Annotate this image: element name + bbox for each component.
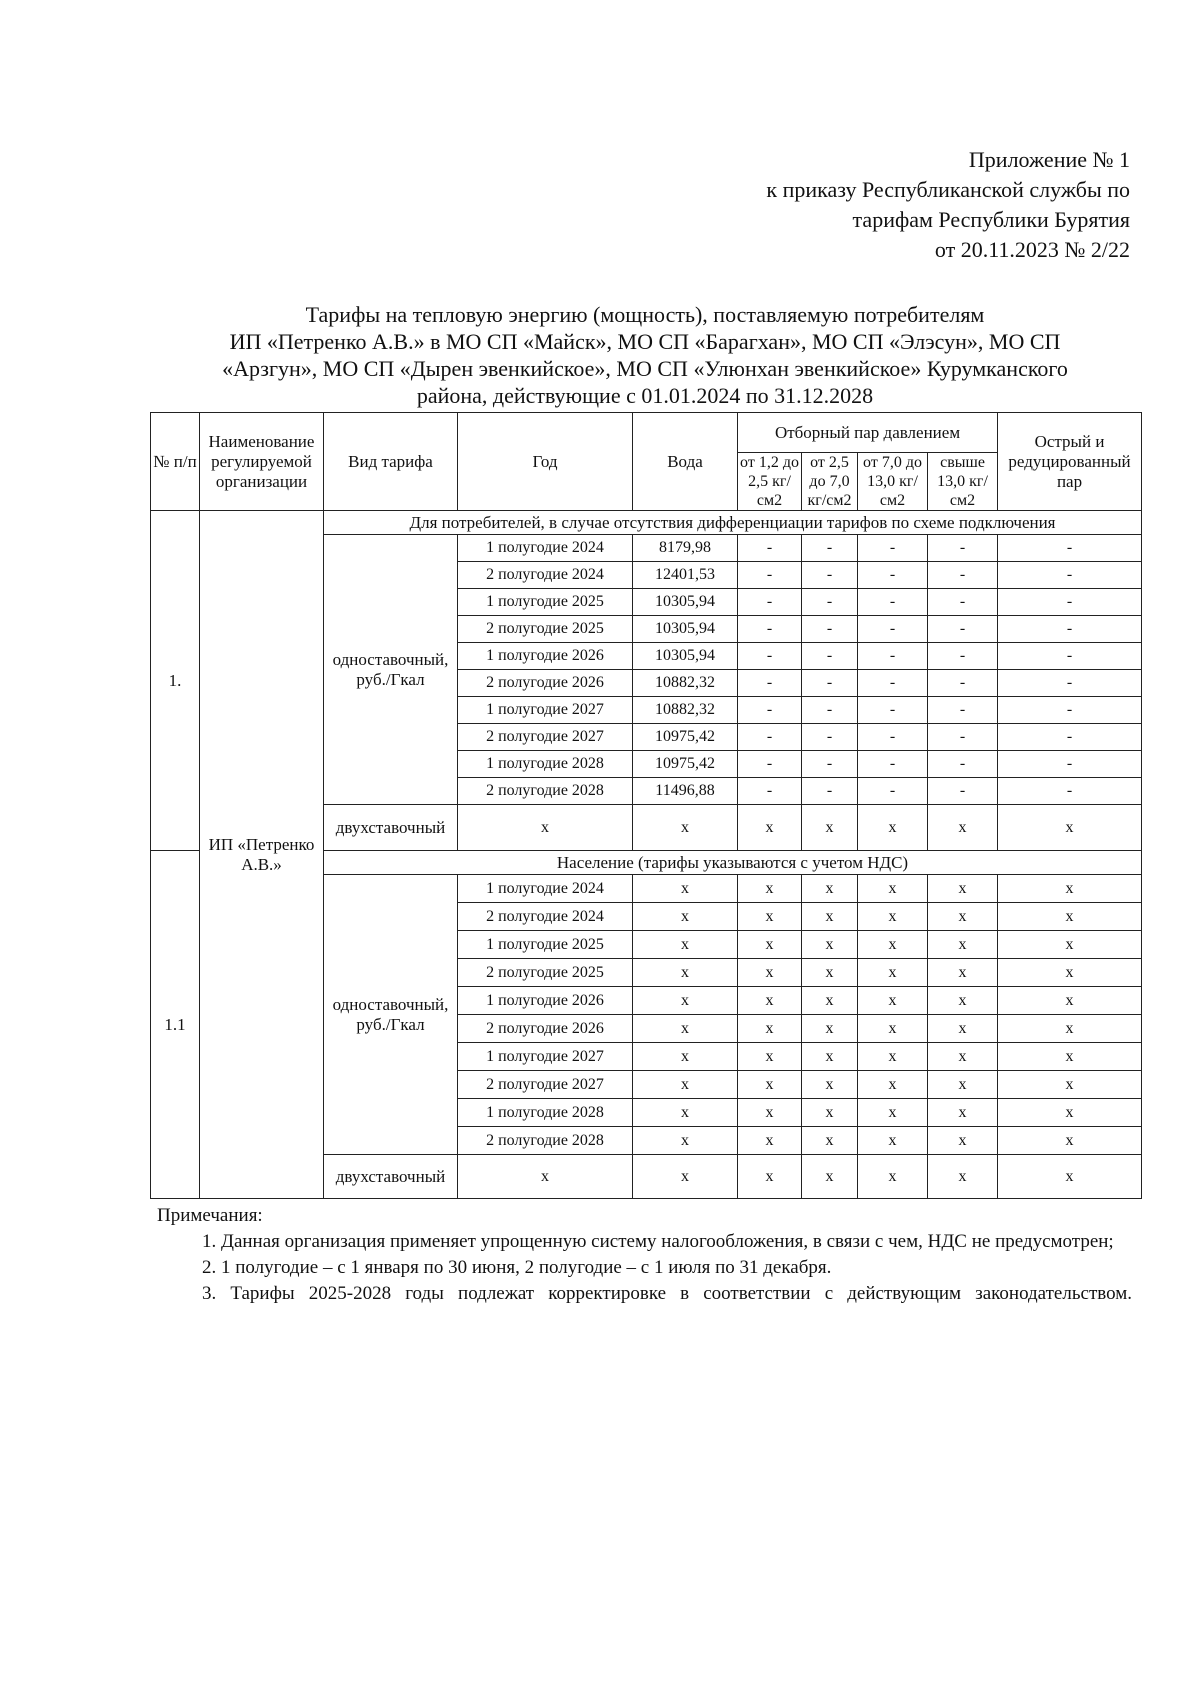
value-cell-p4: x [928, 875, 998, 903]
value-cell-water: x [633, 903, 738, 931]
header-row [151, 413, 1142, 453]
tariff-table-body [151, 413, 1142, 1199]
period-cell: 2 полугодие 2024 [458, 562, 633, 589]
value-cell-p3: x [858, 1155, 928, 1199]
value-cell-p3: - [858, 643, 928, 670]
value-cell-p3: x [858, 805, 928, 851]
value-cell-p3: - [858, 670, 928, 697]
title-line: «Арзгун», МО СП «Дырен эвенкийское», МО СП «Улюнхан эвенкийское» Курумканского [222, 356, 1068, 381]
value-cell-water: x [633, 1015, 738, 1043]
section-number: 1.1 [151, 851, 200, 1199]
value-cell-p2: x [802, 987, 858, 1015]
value-cell-water: x [633, 931, 738, 959]
value-cell-p1: x [738, 875, 802, 903]
value-cell-p1: x [738, 1015, 802, 1043]
value-cell-sharp: x [998, 1071, 1142, 1099]
value-cell-p4: x [928, 1127, 998, 1155]
period-cell: 2 полугодие 2027 [458, 724, 633, 751]
value-cell-water: 11496,88 [633, 778, 738, 805]
period-cell: 2 полугодие 2025 [458, 616, 633, 643]
value-cell-water: 10882,32 [633, 670, 738, 697]
value-cell-p2: x [802, 1155, 858, 1199]
value-cell-p4: x [928, 987, 998, 1015]
value-cell-p4: x [928, 1071, 998, 1099]
value-cell-sharp: - [998, 751, 1142, 778]
value-cell-p2: x [802, 875, 858, 903]
value-cell-p4: - [928, 697, 998, 724]
value-cell-p3: - [858, 724, 928, 751]
header-num: № п/п [151, 413, 200, 511]
value-cell-sharp: - [998, 589, 1142, 616]
value-cell-p3: x [858, 1127, 928, 1155]
value-cell-p3: - [858, 616, 928, 643]
value-cell-water: 8179,98 [633, 535, 738, 562]
header-pressure-1: от 1,2 до 2,5 кг/см2 [738, 453, 802, 511]
value-cell-p1: x [738, 931, 802, 959]
annex-line: к приказу Республиканской службы по [766, 177, 1130, 202]
value-cell-p2: x [802, 931, 858, 959]
value-cell-p3: - [858, 697, 928, 724]
period-cell: 1 полугодие 2026 [458, 643, 633, 670]
value-cell-p4: - [928, 589, 998, 616]
value-cell-sharp: x [998, 1127, 1142, 1155]
period-cell: 1 полугодие 2026 [458, 987, 633, 1015]
value-cell-p3: x [858, 1015, 928, 1043]
value-cell-p2: - [802, 643, 858, 670]
header-water: Вода [633, 413, 738, 511]
value-cell-sharp: - [998, 724, 1142, 751]
value-cell-p2: x [802, 1071, 858, 1099]
value-cell-p4: x [928, 1099, 998, 1127]
value-cell-p3: x [858, 1099, 928, 1127]
period-cell: 1 полугодие 2025 [458, 589, 633, 616]
value-cell-water: x [633, 1043, 738, 1071]
period-cell: 1 полугодие 2024 [458, 875, 633, 903]
annex-line: Приложение № 1 [968, 147, 1130, 172]
value-cell-sharp: x [998, 1155, 1142, 1199]
value-cell-p3: - [858, 778, 928, 805]
value-cell-sharp: - [998, 562, 1142, 589]
note-item: 2. 1 полугодие – с 1 января по 30 июня, 2 полугодие – с 1 июля по 31 декабря. [202, 1257, 832, 1278]
value-cell-p2: x [802, 903, 858, 931]
value-cell-p3: x [858, 931, 928, 959]
value-cell-p3: - [858, 589, 928, 616]
value-cell-p3: x [858, 987, 928, 1015]
tariff-type-single: одноставочный, руб./Гкал [324, 875, 458, 1155]
period-cell: 2 полугодие 2028 [458, 778, 633, 805]
value-cell-p3: - [858, 562, 928, 589]
value-cell-p4: - [928, 724, 998, 751]
period-cell: 1 полугодие 2028 [458, 751, 633, 778]
value-cell-p4: - [928, 616, 998, 643]
value-cell-water: 10305,94 [633, 616, 738, 643]
period-cell: 2 полугодие 2026 [458, 1015, 633, 1043]
section-title: Население (тарифы указываются с учетом НДС) [324, 851, 1142, 875]
value-cell-p1: x [738, 805, 802, 851]
value-cell-p2: x [802, 1015, 858, 1043]
value-cell-p3: x [858, 903, 928, 931]
value-cell-sharp: x [998, 1099, 1142, 1127]
annex-header [766, 145, 1130, 265]
value-cell-sharp: - [998, 616, 1142, 643]
value-cell-sharp: x [998, 987, 1142, 1015]
value-cell-p2: - [802, 778, 858, 805]
value-cell-p3: x [858, 1043, 928, 1071]
value-cell-sharp: x [998, 805, 1142, 851]
value-cell-p2: - [802, 670, 858, 697]
value-cell-p4: - [928, 751, 998, 778]
value-cell-p1: x [738, 959, 802, 987]
value-cell-p3: x [858, 875, 928, 903]
note-item: 1. Данная организация применяет упрощенную систему налогообложения, в связи с чем, НДС не предусмотрен; [202, 1231, 1114, 1252]
value-cell-p1: x [738, 987, 802, 1015]
value-cell-p4: x [928, 805, 998, 851]
tariff-table [150, 412, 1142, 1199]
value-cell-p4: - [928, 562, 998, 589]
period-cell: 1 полугодие 2024 [458, 535, 633, 562]
period-cell: 2 полугодие 2028 [458, 1127, 633, 1155]
value-cell-p1: - [738, 697, 802, 724]
section-title: Для потребителей, в случае отсутствия дифференциации тарифов по схеме подключения [324, 511, 1142, 535]
value-cell-sharp: - [998, 670, 1142, 697]
value-cell-water: 10882,32 [633, 697, 738, 724]
value-cell-water: x [633, 875, 738, 903]
value-cell-p1: x [738, 1155, 802, 1199]
value-cell-sharp: x [998, 1043, 1142, 1071]
period-cell: 2 полугодие 2027 [458, 1071, 633, 1099]
value-cell-sharp: - [998, 535, 1142, 562]
value-cell-p4: x [928, 959, 998, 987]
value-cell-p1: - [738, 535, 802, 562]
value-cell-p4: - [928, 535, 998, 562]
period-cell: x [458, 1155, 633, 1199]
value-cell-p2: - [802, 616, 858, 643]
annex-line: тарифам Республики Бурятия [852, 207, 1130, 232]
header-pressure-2: от 2,5 до 7,0 кг/см2 [802, 453, 858, 511]
value-cell-p1: - [738, 778, 802, 805]
tariff-type-single: одноставочный, руб./Гкал [324, 535, 458, 805]
organization-name: ИП «Петренко А.В.» [200, 511, 324, 1199]
value-cell-p1: x [738, 1127, 802, 1155]
value-cell-water: x [633, 1099, 738, 1127]
value-cell-p2: - [802, 562, 858, 589]
value-cell-p1: x [738, 1071, 802, 1099]
value-cell-p2: x [802, 1127, 858, 1155]
value-cell-p4: x [928, 1043, 998, 1071]
value-cell-sharp: - [998, 778, 1142, 805]
value-cell-p1: - [738, 562, 802, 589]
tariff-type-double: двухставочный [324, 1155, 458, 1199]
value-cell-p4: x [928, 931, 998, 959]
value-cell-sharp: - [998, 697, 1142, 724]
period-cell: 2 полугодие 2024 [458, 903, 633, 931]
tariff-type-double: двухставочный [324, 805, 458, 851]
value-cell-p1: - [738, 643, 802, 670]
value-cell-sharp: x [998, 903, 1142, 931]
annex-line: от 20.11.2023 № 2/22 [934, 237, 1130, 262]
value-cell-water: x [633, 959, 738, 987]
period-cell: 1 полугодие 2027 [458, 1043, 633, 1071]
note-item: 3. Тарифы 2025-2028 годы подлежат корректировке в соответствии с действующим законодательством. [202, 1283, 1132, 1304]
header-pressure-3: от 7,0 до 13,0 кг/см2 [858, 453, 928, 511]
value-cell-p1: - [738, 589, 802, 616]
value-cell-sharp: x [998, 875, 1142, 903]
value-cell-p2: - [802, 535, 858, 562]
section-title-row [151, 511, 1142, 535]
value-cell-water: 10305,94 [633, 643, 738, 670]
value-cell-water: x [633, 1155, 738, 1199]
title-line: ИП «Петренко А.В.» в МО СП «Майск», МО СП «Барагхан», МО СП «Элэсун», МО СП [229, 329, 1061, 354]
value-cell-p2: x [802, 1099, 858, 1127]
value-cell-p4: x [928, 1155, 998, 1199]
value-cell-water: 10305,94 [633, 589, 738, 616]
value-cell-water: 10975,42 [633, 724, 738, 751]
value-cell-p2: x [802, 805, 858, 851]
notes [157, 1203, 1132, 1307]
period-cell: 1 полугодие 2027 [458, 697, 633, 724]
header-org: Наименование регулируемой организации [200, 413, 324, 511]
value-cell-p3: - [858, 535, 928, 562]
header-pressure-4: свыше 13,0 кг/см2 [928, 453, 998, 511]
value-cell-p4: x [928, 1015, 998, 1043]
value-cell-sharp: x [998, 959, 1142, 987]
period-cell: 1 полугодие 2025 [458, 931, 633, 959]
value-cell-water: x [633, 987, 738, 1015]
value-cell-water: x [633, 1071, 738, 1099]
period-cell: 2 полугодие 2025 [458, 959, 633, 987]
section-number: 1. [151, 511, 200, 851]
value-cell-p2: - [802, 724, 858, 751]
value-cell-p4: - [928, 643, 998, 670]
value-cell-p1: - [738, 724, 802, 751]
value-cell-p4: - [928, 670, 998, 697]
value-cell-p1: x [738, 1099, 802, 1127]
value-cell-water: 10975,42 [633, 751, 738, 778]
period-cell: x [458, 805, 633, 851]
value-cell-p3: x [858, 1071, 928, 1099]
document-title [150, 301, 1140, 409]
value-cell-p2: x [802, 959, 858, 987]
value-cell-p2: x [802, 1043, 858, 1071]
notes-heading: Примечания: [157, 1205, 263, 1226]
header-type: Вид тарифа [324, 413, 458, 511]
title-line: района, действующие с 01.01.2024 по 31.12.2028 [416, 383, 874, 408]
value-cell-p2: - [802, 589, 858, 616]
value-cell-p3: - [858, 751, 928, 778]
value-cell-p2: - [802, 751, 858, 778]
value-cell-p1: x [738, 1043, 802, 1071]
value-cell-p1: - [738, 616, 802, 643]
value-cell-p1: - [738, 751, 802, 778]
period-cell: 2 полугодие 2026 [458, 670, 633, 697]
value-cell-sharp: x [998, 1015, 1142, 1043]
header-steam-group: Отборный пар давлением [738, 413, 998, 453]
period-cell: 1 полугодие 2028 [458, 1099, 633, 1127]
header-sharp-steam: Острый и редуцированный пар [998, 413, 1142, 511]
value-cell-p4: x [928, 903, 998, 931]
header-year: Год [458, 413, 633, 511]
value-cell-p2: - [802, 697, 858, 724]
value-cell-p1: x [738, 903, 802, 931]
value-cell-sharp: x [998, 931, 1142, 959]
title-line: Тарифы на тепловую энергию (мощность), поставляемую потребителям [305, 302, 985, 327]
value-cell-p1: - [738, 670, 802, 697]
value-cell-p4: - [928, 778, 998, 805]
value-cell-water: x [633, 805, 738, 851]
value-cell-water: 12401,53 [633, 562, 738, 589]
value-cell-p3: x [858, 959, 928, 987]
value-cell-water: x [633, 1127, 738, 1155]
value-cell-sharp: - [998, 643, 1142, 670]
